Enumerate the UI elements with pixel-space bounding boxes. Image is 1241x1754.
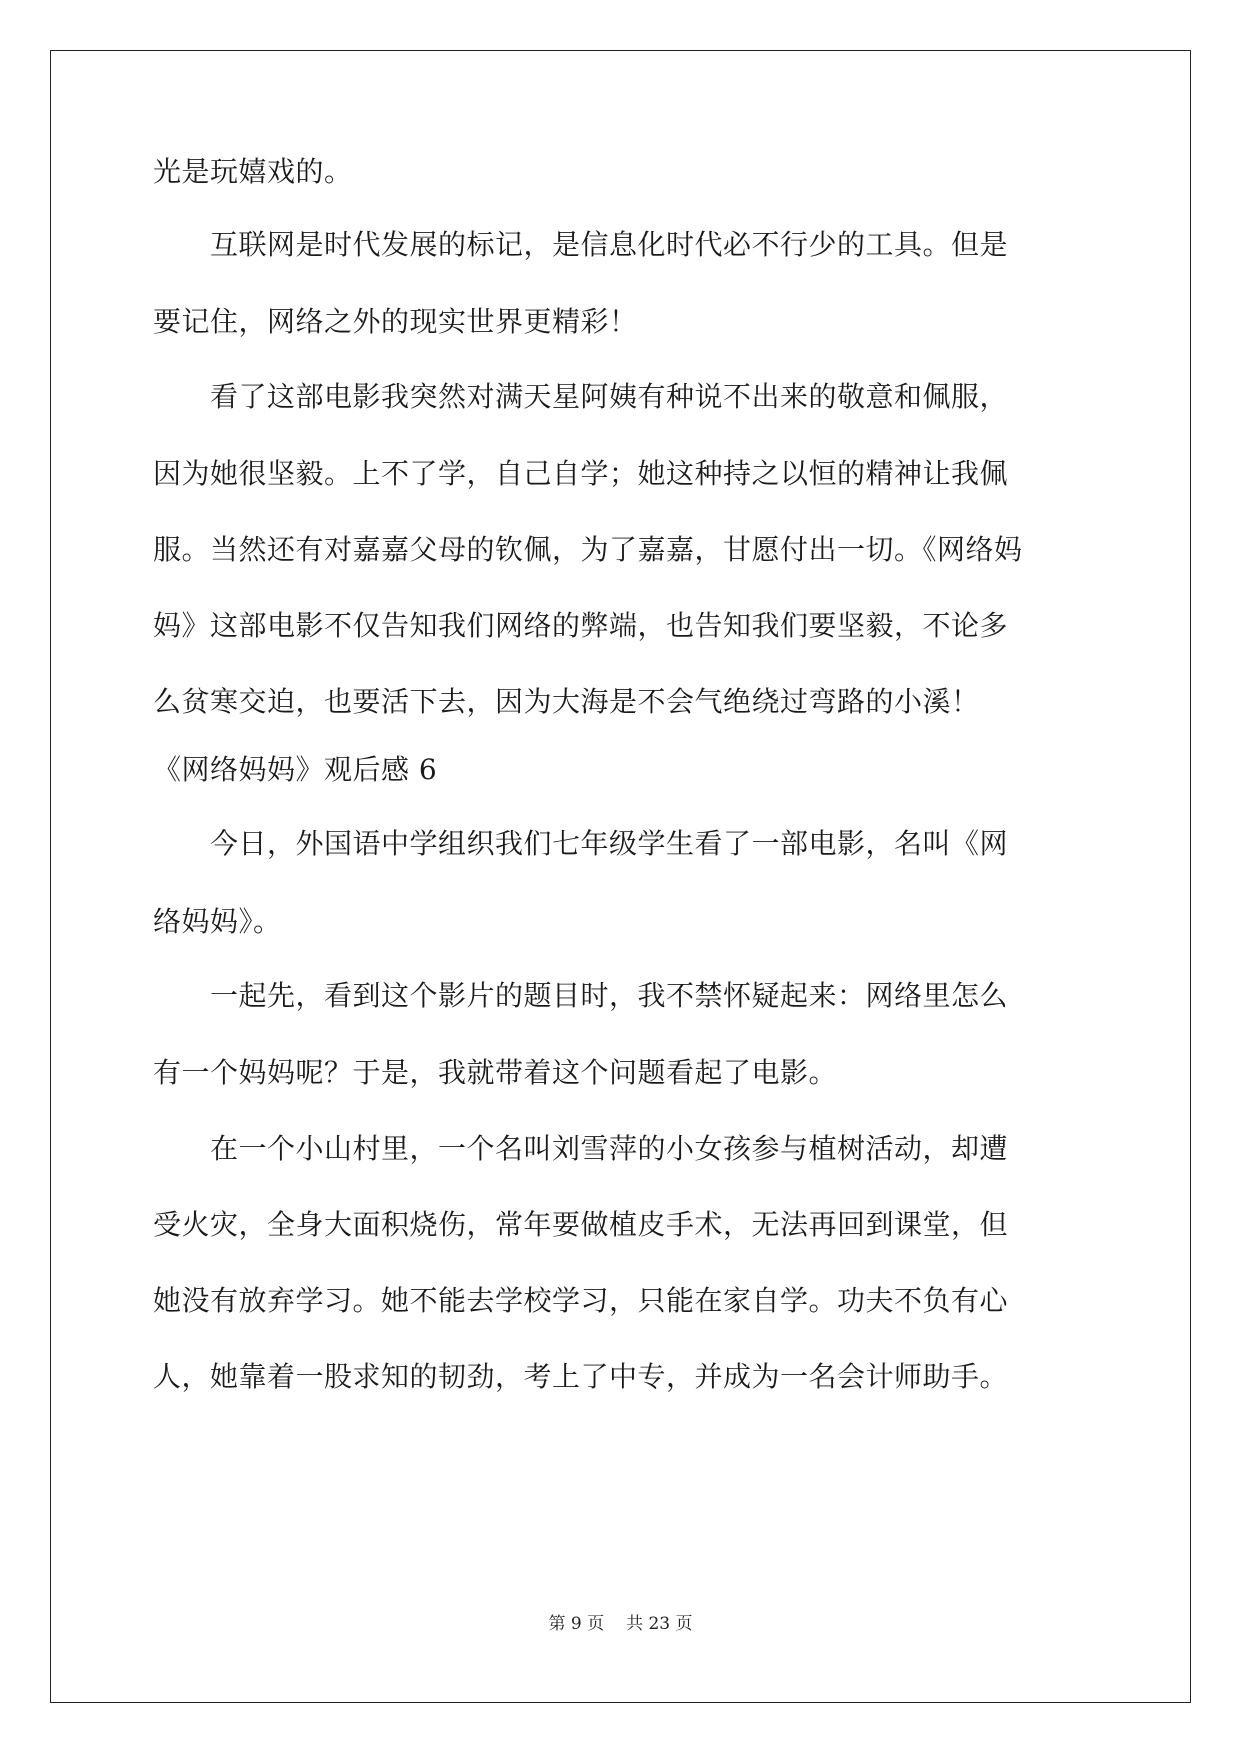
text-line: 要记住，网络之外的现实世界更精彩！: [153, 305, 638, 338]
text-line: 她没有放弃学习。她不能去学校学习，只能在家自学。功夫不负有心: [153, 1284, 1009, 1317]
text-line: 服。当然还有对嘉嘉父母的钦佩，为了嘉嘉，甘愿付出一切。《网络妈: [153, 533, 1023, 566]
text-line: 络妈妈》。: [153, 905, 282, 938]
section-heading: 《网络妈妈》观后感 6: [153, 753, 438, 786]
text-line: 在一个小山村里，一个名叫刘雪萍的小女孩参与植树活动，却遭: [153, 1132, 1009, 1165]
text-line: 有一个妈妈呢？于是，我就带着这个问题看起了电影。: [153, 1056, 838, 1089]
text-line: 妈》这部电影不仅告知我们网络的弊端，也告知我们要坚毅，不论多: [153, 609, 1009, 642]
page-number: 第 9 页: [548, 1614, 605, 1634]
text-line: 互联网是时代发展的标记，是信息化时代必不行少的工具。但是: [153, 228, 1009, 261]
text-line: 么贫寒交迫，也要活下去，因为大海是不会气绝绕过弯路的小溪！: [153, 685, 980, 718]
text-line: 受火灾，全身大面积烧伤，常年要做植皮手术，无法再回到课堂，但: [153, 1208, 1009, 1241]
page-total: 共 23 页: [626, 1614, 693, 1634]
text-line: 因为她很坚毅。上不了学，自己自学；她这种持之以恒的精神让我佩: [153, 457, 1009, 490]
text-line: 光是玩嬉戏的。: [153, 155, 353, 188]
text-line: 看了这部电影我突然对满天星阿姨有种说不出来的敬意和佩服，: [153, 380, 1009, 413]
text-line: 今日，外国语中学组织我们七年级学生看了一部电影，名叫《网: [153, 827, 1009, 860]
page-border: [50, 50, 1191, 1703]
text-line: 人，她靠着一股求知的韧劲，考上了中专，并成为一名会计师助手。: [153, 1360, 1009, 1393]
text-line: 一起先，看到这个影片的题目时，我不禁怀疑起来：网络里怎么: [153, 979, 1009, 1012]
page-footer: [0, 1612, 1241, 1636]
